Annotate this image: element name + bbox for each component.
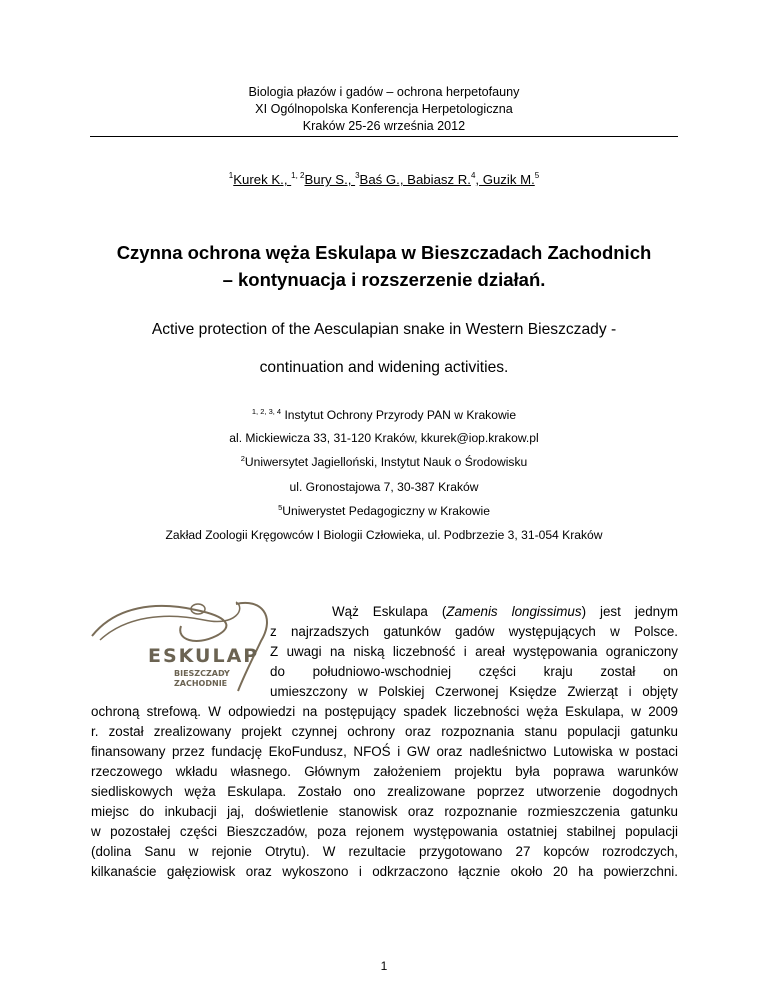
author-name: Bury S., [304,172,356,187]
logo-sub1: BIESZCZADY [174,669,230,678]
logo-sub2: ZACHODNIE [174,679,228,688]
page-number: 1 [380,959,388,973]
body-line: kilkanaście gałęziowisk oraz wykoszono i odkrzaczono łącznie około 20 ha powierzchni. [91,864,678,879]
body-line: rzeczowego wkładu własnego. Głównym założeniem projektu była poprawa warunków [91,764,678,779]
body-line: r. został zrealizowany projekt czynnej ochrony oraz rozpoznania stanu populacji gatunku [91,724,678,739]
body-line: do południowo-wschodniej części kraju został on [270,664,678,679]
body-line: Wąż Eskulapa (Zamenis longissimus) jest jednym [332,604,678,619]
conference-date: Kraków 25-26 września 2012 [302,119,466,133]
author-name: , Guzik M. [475,172,535,187]
body-line: miejsc do inkubacji jaj, doświetlenie stanowisk oraz rozpoznanie rozmieszczenia gatunku [91,804,678,819]
affiliation-3-address: Zakład Zoologii Kręgowców I Biologii Człowieka, ul. Podbrzezie 3, 31-054 Kraków [165,528,603,542]
author-sup: 3 [355,171,360,180]
affiliation-3: $^5$Uniwerystet Pedagogiczny w Krakowie [278,503,490,518]
body-line: siedliskowych węża Eskulapa. Zostało ono zrealizowane poprzez utworzenie dogodnych [91,784,678,799]
affiliation-1-address: al. Mickiewicza 33, 31-120 Kraków, kkurek@iop.krakow.pl [229,431,539,445]
paper-title-line2: – kontynuacja i rozszerzenie działań. [222,269,546,290]
body-line: w pozostałej części Bieszczadów, poza rejonem występowania ostatniej stabilnej populacji [91,824,678,839]
body-line: finansowany przez fundację EkoFundusz, NFOŚ i GW oraz nadleśnictwo Lutowiska w postaci [91,744,678,759]
affiliation-1: $^{1, 2, 3, 4}$ Instytut Ochrony Przyrody PAN w Krakowie [251,407,517,422]
author-name: Baś G., Babiasz R. [359,172,471,187]
body-line: z najrzadszych gatunków gadów występujących w Polsce. [270,624,678,639]
conference-name: XI Ogólnopolska Konferencja Herpetologiczna [255,102,513,116]
header-divider [90,136,678,137]
body-line: umieszczony w Polskiej Czerwonej Księdze Zwierząt i objęty [270,684,678,699]
conference-title: Biologia płazów i gadów – ochrona herpetofauny [248,85,520,99]
body-full-block [91,702,678,882]
body-indented-block [270,602,678,702]
author-sup: 1, 2 [291,171,305,180]
english-title-line1: Active protection of the Aesculapian snake in Western Bieszczady - [151,321,617,338]
body-line: Z uwagi na niską liczebność i areał występowania ograniczony [270,644,678,659]
body-line: ochroną strefową. W odpowiedzi na postępujący spadek liczebności węża Eskulapa, w 2009 [91,704,678,719]
author-sup: 1 [228,171,234,180]
eskulap-logo [86,596,276,701]
affiliation-2-address: ul. Gronostajowa 7, 30-387 Kraków [289,480,479,494]
author-sup: 5 [534,171,540,180]
paper-title-line1: Czynna ochrona węża Eskulapa w Bieszczadach Zachodnich [116,242,652,263]
snake-body-curve [92,606,226,641]
affiliation-2: $^2$Uniwersytet Jagielloński, Instytut Nauk o Środowisku [240,454,528,469]
author-name: Kurek K., [233,172,292,187]
authors [0,172,768,187]
english-title-line2: continuation and widening activities. [259,359,509,376]
author-sup: 4 [470,171,476,180]
body-line: (dolina Sanu w rejonie Otrytu). W rezultacie przygotowano 27 kopców rozrodczych, [91,844,678,859]
logo-name: ESKULAP [148,645,260,667]
